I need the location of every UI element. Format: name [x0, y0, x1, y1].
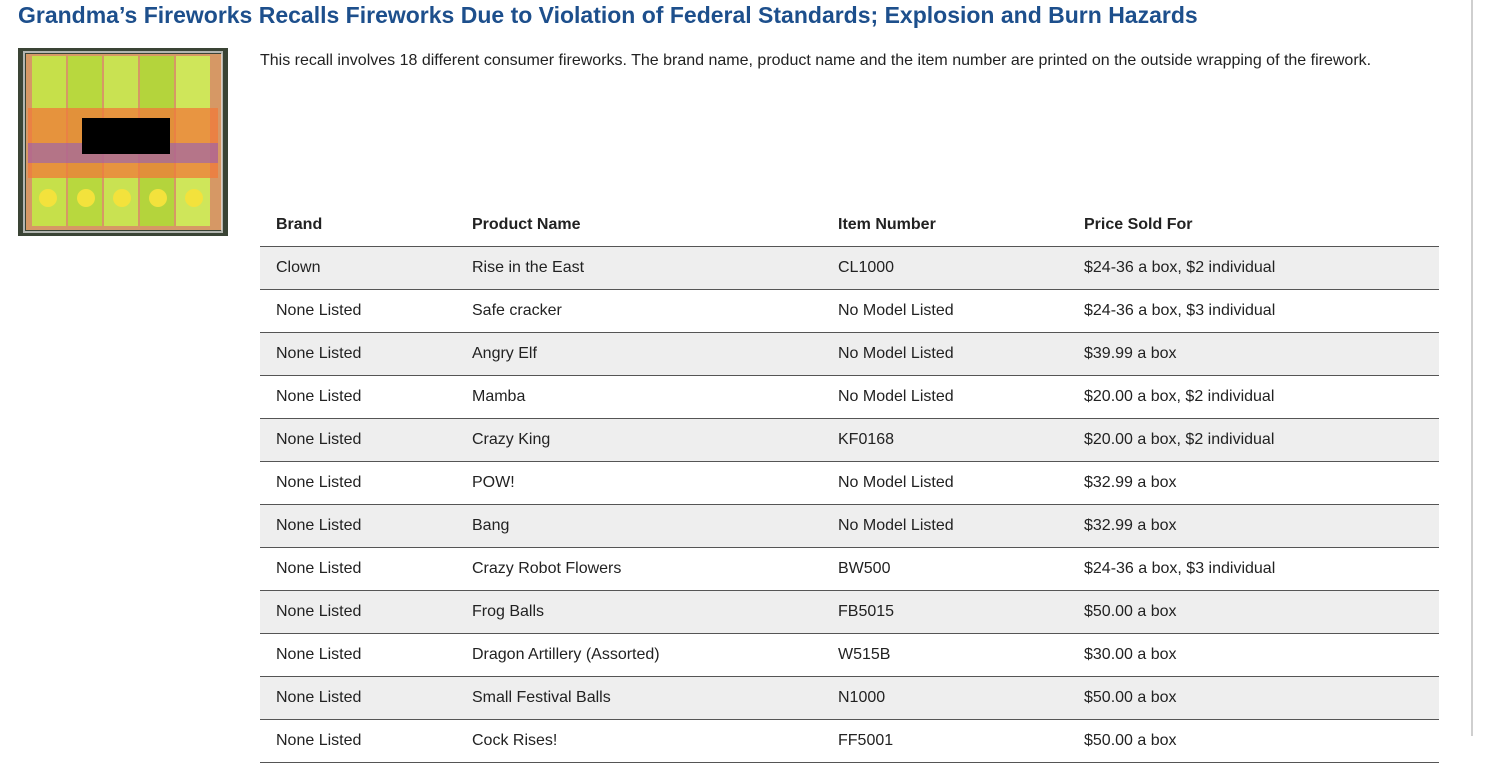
content-right-border: [1471, 0, 1473, 736]
cell-product-name: Small Festival Balls: [456, 677, 822, 720]
cell-price: $50.00 a box: [1068, 720, 1439, 763]
cell-price: $50.00 a box: [1068, 591, 1439, 634]
cell-price: $32.99 a box: [1068, 462, 1439, 505]
cell-price: $20.00 a box, $2 individual: [1068, 419, 1439, 462]
cell-price: $20.00 a box, $2 individual: [1068, 376, 1439, 419]
cell-product-name: Dragon Artillery (Assorted): [456, 634, 822, 677]
table-row: [260, 333, 1439, 376]
cell-item-number: No Model Listed: [822, 290, 1068, 333]
cell-item-number: No Model Listed: [822, 333, 1068, 376]
table-row: [260, 247, 1439, 290]
cell-item-number: No Model Listed: [822, 505, 1068, 548]
table-body: [260, 247, 1439, 763]
cell-product-name: Angry Elf: [456, 333, 822, 376]
table-row: [260, 720, 1439, 763]
cell-price: $39.99 a box: [1068, 333, 1439, 376]
table-row: [260, 376, 1439, 419]
recall-description: This recall involves 18 different consumer fireworks. The brand name, product name and the item number are printed on the outside wrapping of the firework.: [260, 52, 1372, 69]
product-photo: [18, 48, 228, 236]
cell-brand: None Listed: [260, 505, 456, 548]
cell-item-number: CL1000: [822, 247, 1068, 290]
table-row: [260, 677, 1439, 720]
column-header-product-name: Product Name: [456, 204, 822, 247]
cell-product-name: Safe cracker: [456, 290, 822, 333]
cell-price: $30.00 a box: [1068, 634, 1439, 677]
column-header-price: Price Sold For: [1068, 204, 1439, 247]
cell-price: $24-36 a box, $2 individual: [1068, 247, 1439, 290]
cell-brand: None Listed: [260, 333, 456, 376]
cell-product-name: Bang: [456, 505, 822, 548]
cell-product-name: Frog Balls: [456, 591, 822, 634]
column-header-item-number: Item Number: [822, 204, 1068, 247]
cell-brand: None Listed: [260, 548, 456, 591]
table-row: [260, 505, 1439, 548]
table-row: [260, 548, 1439, 591]
cell-product-name: Crazy Robot Flowers: [456, 548, 822, 591]
recalled-products-table: [260, 204, 1439, 763]
table-row: [260, 634, 1439, 677]
cell-price: $50.00 a box: [1068, 677, 1439, 720]
table-header-row: [260, 204, 1439, 247]
cell-item-number: FB5015: [822, 591, 1068, 634]
column-header-brand: Brand: [260, 204, 456, 247]
table-row: [260, 591, 1439, 634]
cell-price: $24-36 a box, $3 individual: [1068, 290, 1439, 333]
cell-item-number: N1000: [822, 677, 1068, 720]
cell-product-name: POW!: [456, 462, 822, 505]
cell-brand: None Listed: [260, 634, 456, 677]
cell-brand: Clown: [260, 247, 456, 290]
cell-brand: None Listed: [260, 419, 456, 462]
table-row: [260, 290, 1439, 333]
cell-product-name: Mamba: [456, 376, 822, 419]
cell-item-number: BW500: [822, 548, 1068, 591]
cell-brand: None Listed: [260, 376, 456, 419]
page-title: Grandma’s Fireworks Recalls Fireworks Due to Violation of Federal Standards; Explosion and Burn Hazards: [18, 2, 1198, 28]
cell-price: $24-36 a box, $3 individual: [1068, 548, 1439, 591]
cell-price: $32.99 a box: [1068, 505, 1439, 548]
cell-item-number: FF5001: [822, 720, 1068, 763]
cell-brand: None Listed: [260, 677, 456, 720]
cell-item-number: No Model Listed: [822, 462, 1068, 505]
cell-product-name: Cock Rises!: [456, 720, 822, 763]
cell-item-number: KF0168: [822, 419, 1068, 462]
cell-product-name: Rise in the East: [456, 247, 822, 290]
cell-brand: None Listed: [260, 591, 456, 634]
cell-product-name: Crazy King: [456, 419, 822, 462]
cell-item-number: No Model Listed: [822, 376, 1068, 419]
cell-brand: None Listed: [260, 720, 456, 763]
cell-brand: None Listed: [260, 290, 456, 333]
table-row: [260, 462, 1439, 505]
cell-item-number: W515B: [822, 634, 1068, 677]
cell-brand: None Listed: [260, 462, 456, 505]
table-row: [260, 419, 1439, 462]
